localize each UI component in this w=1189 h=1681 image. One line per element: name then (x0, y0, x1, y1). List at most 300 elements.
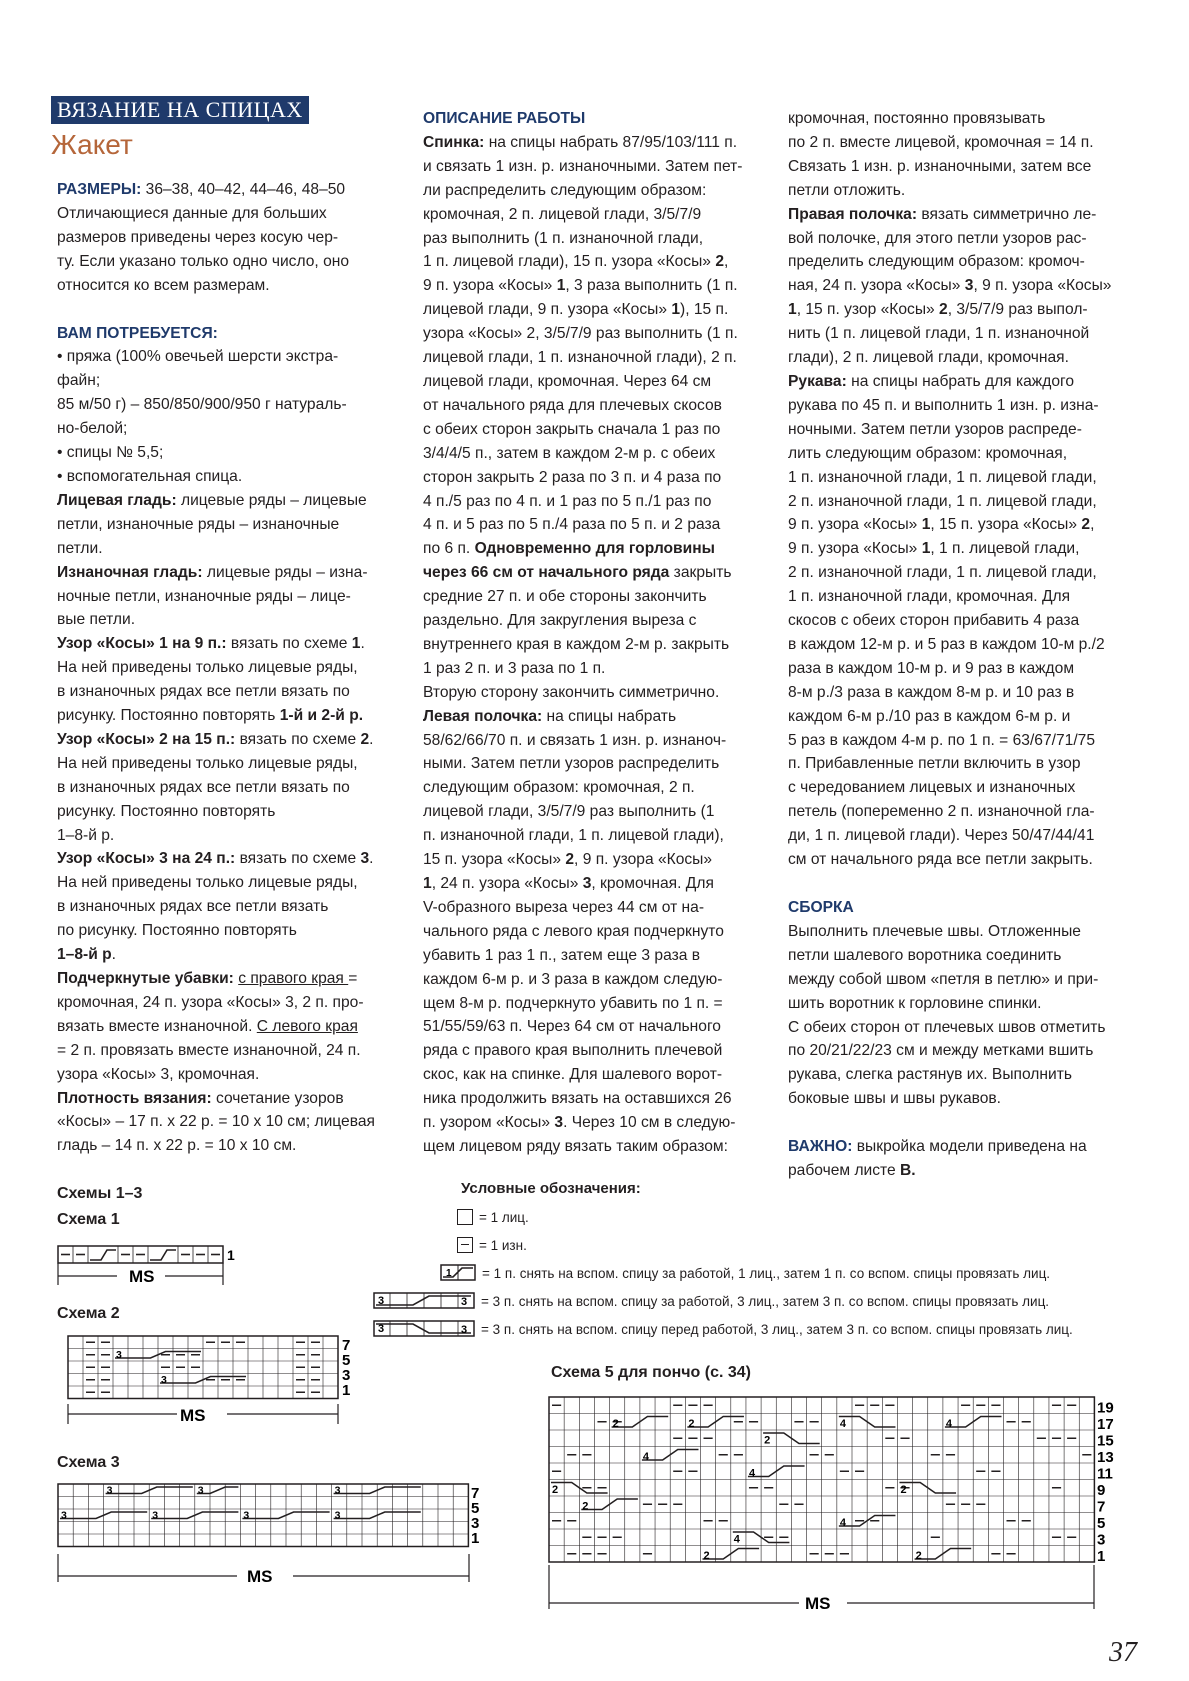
col2-line (423, 1015, 768, 1039)
col2-line (423, 442, 768, 466)
text-run: вязать по схеме (226, 635, 352, 653)
scheme3-row-7: 7 (471, 1485, 480, 1502)
col1-line (57, 871, 390, 895)
col1-line (57, 465, 390, 489)
col3-line (788, 561, 1133, 585)
text-run: ряда с правого края выполнить плечевой (423, 1042, 723, 1060)
text-run: РАЗМЕРЫ: (57, 181, 142, 198)
text-run: На ней приведены только лицевые ряды, (57, 874, 358, 892)
col1-line (57, 680, 390, 704)
purl-symbol (457, 1237, 473, 1253)
cable-count: 2 (764, 1434, 771, 1447)
col2-line (423, 179, 768, 203)
col1-line (57, 489, 390, 513)
col2-line (423, 298, 768, 322)
cable-count: 4 (839, 1418, 846, 1430)
col3-line (788, 633, 1133, 657)
col2-line (423, 920, 768, 944)
text-run: 85 м/50 г) – 850/850/900/950 г натураль- (57, 396, 347, 414)
col2-line (423, 824, 768, 848)
col2-line (423, 1087, 768, 1111)
text-run: по 20/21/22/23 см и между метками вшить (788, 1042, 1094, 1060)
col3-line (788, 107, 1133, 131)
col3-line (788, 1063, 1133, 1087)
text-run: боковые швы и швы рукавов. (788, 1090, 1002, 1108)
scheme2-chart (57, 1334, 357, 1444)
text-run: Лицевая гладь: (57, 491, 177, 509)
text-run: 1 п. лицевой глади), 15 п. узора «Косы» (423, 253, 716, 271)
text-run: 9 п. узора «Косы» (788, 516, 922, 534)
cable-count: 3 (106, 1484, 113, 1497)
cable-count: 3 (334, 1509, 341, 1522)
svg-text:1: 1 (446, 1268, 452, 1279)
cable3-front-symbol (373, 1320, 475, 1338)
text-run: ника продолжить вязать на оставшихся 26 (423, 1090, 732, 1108)
col3-line (788, 298, 1133, 322)
text-run: п. Прибавленные петли включить в узор (788, 755, 1081, 773)
col1-line (57, 776, 390, 800)
text-run: Правая полочка: (788, 205, 918, 223)
text-run: 2 п. изнаночной глади, 1 п. лицевой глади, (788, 492, 1097, 510)
text-run: лицевой глади, 9 п. узора «Косы» (423, 301, 672, 319)
scheme5-row-number: 19 (1097, 1399, 1114, 1417)
col1-line (57, 274, 390, 298)
col3-line (788, 944, 1133, 968)
text-run: С обеих сторон от плечевых швов отметить (788, 1018, 1106, 1036)
text-run: лицевой глади, кромочная. Через 64 см (423, 372, 712, 390)
col3-line (788, 466, 1133, 490)
scheme5-row-number: 11 (1097, 1465, 1113, 1483)
col1-line (57, 178, 390, 202)
col2-line (423, 203, 768, 227)
cable-count: 3 (243, 1509, 250, 1522)
svg-text:3: 3 (461, 1324, 468, 1336)
col2-line (423, 250, 768, 274)
text-run: , 9 п. узора «Косы» (973, 277, 1112, 295)
schemes-title: Схемы 1–3 (57, 1185, 143, 1202)
col1-line (57, 608, 390, 632)
col2-line (423, 394, 768, 418)
text-run: чального ряда с левого края подчеркнуто (423, 922, 724, 940)
text-run: Узор «Косы» 3 на 24 п.: (57, 850, 236, 868)
scheme5-row-number: 3 (1097, 1531, 1106, 1549)
text-run: , 9 п. узора «Косы» (574, 851, 713, 869)
col2-line (423, 418, 768, 442)
scheme1-row-number: 1 (227, 1247, 235, 1263)
col1-line (57, 202, 390, 226)
col1-line (57, 585, 390, 609)
text-run: петли, изнаночные ряды – изнаночные (57, 515, 340, 533)
col2-line (423, 657, 768, 681)
scheme5-row-number: 7 (1097, 1498, 1106, 1516)
col2-line (423, 537, 768, 561)
text-run: лицевые ряды – изна- (202, 563, 368, 581)
col1-line (57, 919, 390, 943)
text-run: , 3/5/7/9 раз выпол- (947, 301, 1088, 319)
text-run: Одновременно для горловины (474, 540, 715, 558)
text-run: щем лицевом ряду вязать таким образом: (423, 1137, 728, 1155)
cable-count: 4 (839, 1517, 846, 1529)
col1-line (57, 1063, 390, 1087)
text-run: Изнаночная гладь: (57, 563, 203, 581)
cable-count: 2 (582, 1500, 589, 1513)
text-run: 15 п. узора «Косы» (423, 851, 566, 869)
text-run: На ней приведены только лицевые ряды, (57, 659, 358, 677)
text-run: 9 п. узора «Косы» (788, 540, 922, 558)
col1-line (57, 752, 390, 776)
text-run: вязать симметрично ле- (917, 205, 1097, 223)
text-run: 1-й и 2-й р. (279, 707, 364, 725)
text-run: 2 (1081, 516, 1091, 534)
text-run: петли. (57, 539, 103, 557)
col1-line (57, 226, 390, 250)
col3-line (788, 848, 1133, 872)
col2-line (423, 944, 768, 968)
col3-line (788, 1039, 1133, 1063)
text-run: ночными. Затем петли узоров распреде- (788, 420, 1082, 438)
legend-cable1 (440, 1264, 1050, 1282)
text-run: 4 п. и 5 раз по 5 п./4 раза по 5 п. и 2 раза (423, 516, 721, 534)
text-run: 2 (715, 253, 724, 271)
cable-count: 2 (900, 1484, 907, 1496)
text-run: файн; (57, 372, 101, 390)
col1-line (57, 632, 390, 656)
scheme5-row-number: 5 (1097, 1515, 1106, 1532)
col1-line (57, 345, 390, 369)
col3-line (788, 155, 1133, 179)
cable-count: 4 (748, 1467, 756, 1480)
col1-line (57, 393, 390, 417)
text-run: размеров приведены через косую чер- (57, 228, 339, 246)
scheme5-row-number: 9 (1097, 1482, 1106, 1499)
scheme5-label: Схема 5 для пончо (с. 34) (551, 1364, 752, 1381)
text-run: раза в каждом 10-м р. и 9 раз в каждом (788, 659, 1075, 677)
text-run: выкройка модели приведена на (852, 1138, 1087, 1156)
text-run: Спинка: (423, 133, 485, 151)
text-run: 2 п. изнаночной глади, 1 п. лицевой глади, (788, 564, 1097, 582)
text-run: кромочная, 24 п. узора «Косы» 3, 2 п. про- (57, 993, 364, 1011)
text-run: , кромочная. Для (591, 875, 714, 892)
scheme1-ms: MS (129, 1267, 155, 1286)
scheme2-ms: MS (180, 1406, 206, 1425)
text-run: с правого края (238, 970, 349, 987)
text-run: п. изнаночной глади, 1 п. лицевой глади), (423, 827, 724, 845)
text-run: рисунку. Постоянно повторять (57, 802, 276, 820)
col3-line (788, 800, 1133, 824)
col3-line (788, 274, 1133, 298)
svg-text:3: 3 (378, 1323, 385, 1335)
text-run: 36–38, 40–42, 44–46, 48–50 (141, 181, 346, 198)
text-run: 2 (939, 301, 948, 319)
text-run: 1 (921, 540, 931, 558)
col1-line (57, 943, 390, 967)
col1-line (57, 824, 390, 848)
text-run: по 6 п. (423, 540, 475, 558)
col1-line (57, 1110, 390, 1134)
col2-line (423, 705, 768, 729)
col2-line (423, 466, 768, 490)
text-run: . (360, 635, 365, 653)
text-run: • спицы № 5,5; (57, 444, 164, 462)
text-run: рукава по 45 п. и выполнить 1 изн. р. изна- (788, 396, 1099, 414)
legend-cable3-front-text: = 3 п. снять на вспом. спицу перед работой, 3 лиц., затем 3 п. со вспом. спицы провязать лиц. (481, 1321, 1073, 1337)
text-run: с обеих сторон закрыть сначала 1 раз по (423, 420, 721, 438)
col2-line (423, 681, 768, 705)
text-run: каждом 6-м р./10 раз в каждом 6-м р. и (788, 707, 1071, 725)
text-run: на спицы набрать для каждого (846, 372, 1075, 390)
text-run: вой полочке, для этого петли узоров рас- (788, 229, 1087, 247)
text-run: ВАЖНО: (788, 1138, 853, 1156)
cable-count: 3 (116, 1349, 122, 1361)
col3-line (788, 322, 1133, 346)
scheme3-label: Схема 3 (57, 1454, 120, 1471)
text-run: . (111, 946, 116, 964)
text-run: в изнаночных рядах все петли вязать (57, 898, 329, 916)
text-run: Связать 1 изн. р. изнаночными, затем все (788, 157, 1092, 175)
text-run: п. узором «Косы» (423, 1114, 555, 1132)
text-run: лицевой глади, 3/5/7/9 раз выполнить (1 (423, 803, 715, 821)
scheme3-chart (57, 1482, 497, 1602)
text-run: сторон закрыть 2 раза по 3 п. и 4 раза по (423, 468, 722, 486)
cable-count: 2 (612, 1418, 619, 1430)
cable-count: 3 (152, 1509, 159, 1522)
col3-line (788, 1135, 1133, 1159)
text-run: глади), 2 п. лицевой глади, кромочная. (788, 349, 1069, 367)
text-run: 1–8-й р. (57, 826, 115, 844)
col1-line (57, 1134, 390, 1158)
text-run: , 15 п. узора «Косы» (930, 516, 1082, 534)
column-right (788, 107, 1133, 1183)
text-run: раздельно. Для закругления выреза с (423, 612, 697, 630)
col3-line (788, 346, 1133, 370)
col3-line (788, 442, 1133, 466)
col3-line (788, 776, 1133, 800)
col2-line (423, 346, 768, 370)
legend-cable3-front (373, 1320, 1073, 1338)
text-run: петель (попеременно 2 п. изнаночной гла- (788, 803, 1095, 821)
col3-line (788, 920, 1133, 944)
text-run: 3 (360, 850, 370, 868)
text-run: на спицы набрать (542, 707, 677, 725)
col2-line (423, 776, 768, 800)
col2-line (423, 1039, 768, 1063)
col2-line (423, 107, 768, 131)
text-run: На ней приведены только лицевые ряды, (57, 754, 358, 772)
scheme2-row-3: 3 (342, 1367, 351, 1384)
text-run: по рисунку. Постоянно повторять (57, 922, 297, 940)
col3-line (788, 1111, 1133, 1135)
cable1-symbol (440, 1264, 476, 1282)
text-run: в изнаночных рядах все петли вязать по (57, 778, 350, 796)
cable3-back-symbol (373, 1292, 475, 1310)
text-run: Подчеркнутые убавки: (57, 970, 234, 987)
text-run: пределить следующим образом: кромоч- (788, 253, 1085, 271)
col1-line (57, 967, 390, 991)
text-run: ли распределить следующим образом: (423, 181, 707, 199)
text-run: Плотность вязания: (57, 1089, 212, 1107)
col2-line (423, 1135, 768, 1159)
col1-line (57, 1015, 390, 1039)
col2-line (423, 872, 768, 896)
legend-cable3-back (373, 1292, 1049, 1310)
text-run: , (724, 253, 729, 271)
text-run: = (348, 970, 358, 987)
text-run: 5 раз в каждом 4-м р. по 1 п. = 63/67/71/75 (788, 731, 1096, 749)
col1-line (57, 441, 390, 465)
cable-count: 2 (915, 1550, 922, 1562)
text-run: с чередованием лицевых и изнаночных (788, 779, 1076, 797)
col3-line (788, 131, 1133, 155)
legend-purl (457, 1237, 527, 1253)
cable-count: 3 (161, 1374, 167, 1386)
text-run: убавить 1 раз 1 п., затем еще 3 раза в (423, 946, 701, 964)
col2-line (423, 561, 768, 585)
col2-line (423, 992, 768, 1016)
text-run: ), 15 п. (680, 301, 729, 319)
text-run: ОПИСАНИЕ РАБОТЫ (423, 110, 586, 127)
scheme3-ms: MS (247, 1567, 273, 1586)
col1-line (57, 704, 390, 728)
text-run: Узор «Косы» 1 на 9 п.: (57, 635, 227, 653)
col2-line (423, 585, 768, 609)
text-run: «Косы» – 17 п. х 22 р. = 10 х 10 см; лицевая (57, 1113, 375, 1131)
cable-count: 2 (688, 1418, 695, 1430)
text-run: петли шалевого воротника соединить (788, 946, 1062, 964)
text-run: вязать вместе изнаночной. (57, 1017, 257, 1035)
col1-line (57, 298, 390, 322)
text-run: • вспомогательная спица. (57, 467, 243, 485)
knit-symbol (457, 1209, 473, 1225)
col1-line (57, 417, 390, 441)
col2-line (423, 274, 768, 298)
text-run: Левая полочка: (423, 707, 543, 725)
col3-line (788, 1159, 1133, 1183)
text-run: через 66 см от начального ряда (423, 564, 670, 582)
text-run: 8-м р./3 раза в каждом 8-м р. и 10 раз в (788, 683, 1075, 701)
column-middle (423, 107, 768, 1159)
text-run: сочетание узоров (211, 1089, 344, 1107)
col3-line (788, 968, 1133, 992)
col1-line (57, 513, 390, 537)
text-run: средние 27 п. и обе стороны закончить (423, 588, 707, 606)
text-run: относится ко всем размерам. (57, 276, 270, 294)
col3-line (788, 752, 1133, 776)
col3-line (788, 609, 1133, 633)
text-run: ВАМ ПОТРЕБУЕТСЯ: (57, 324, 218, 342)
text-run: лицевые ряды – лицевые (176, 491, 367, 509)
text-run: скос, как на спинке. Для шалевого ворот- (423, 1066, 723, 1084)
text-run: 1 (671, 301, 681, 319)
col2-line (423, 1063, 768, 1087)
cable-count: 3 (61, 1509, 67, 1522)
text-run: вязать по схеме (235, 850, 361, 868)
text-run: лицевой глади, 1 п. изнаночной глади), 2 п. (423, 349, 737, 367)
col3-line (788, 705, 1133, 729)
text-run: 4 п./5 раз по 4 п. и 1 раз по 5 п./1 раз по (423, 492, 712, 510)
text-run: 1 (788, 301, 797, 319)
text-run: , 1 п. лицевой глади, (930, 540, 1080, 558)
legend-cable3-back-text: = 3 п. снять на вспом. спицу за работой, 3 лиц., затем 3 п. со вспом. спицы провязать лиц. (481, 1293, 1050, 1309)
col1-line (57, 728, 390, 752)
text-run: 3 (554, 1114, 564, 1132)
text-run: петли отложить. (788, 181, 906, 199)
text-run: по 2 п. вместе лицевой, кромочная = 14 п. (788, 133, 1094, 151)
scheme3-row-3: 3 (471, 1515, 480, 1532)
text-run: гладь – 14 п. х 22 р. = 10 х 10 см. (57, 1137, 297, 1155)
text-run: от начального ряда для плечевых скосов (423, 396, 722, 414)
text-run: • пряжа (100% овечьей шерсти экстра- (57, 348, 339, 366)
scheme1-chart (57, 1245, 237, 1303)
col1-line (57, 561, 390, 585)
text-run: 9 п. узора «Косы» (423, 277, 557, 295)
text-run: V-образного выреза через 44 см от на- (423, 898, 705, 916)
text-run: ная, 24 п. узора «Косы» (788, 277, 965, 295)
col3-line (788, 992, 1133, 1016)
text-run: . (369, 730, 374, 748)
cable-count: 3 (197, 1484, 204, 1497)
scheme5-row-number: 1 (1097, 1548, 1106, 1565)
col3-line (788, 490, 1133, 514)
scheme5-row-number: 15 (1097, 1432, 1114, 1450)
col3-line (788, 418, 1133, 442)
cable-count: 4 (945, 1418, 953, 1430)
text-run: 51/55/59/63 п. Через 64 см от начального (423, 1018, 721, 1036)
scheme1-label: Схема 1 (57, 1211, 120, 1228)
col3-line (788, 1016, 1133, 1040)
col3-line (788, 824, 1133, 848)
text-run: Отличающиеся данные для больших (57, 204, 327, 222)
col3-line (788, 585, 1133, 609)
text-run: закрыть (669, 564, 732, 582)
text-run: ту. Если указано только одно число, оно (57, 252, 350, 270)
text-run: кромочная, 2 п. лицевой глади, 3/5/7/9 (423, 205, 702, 223)
text-run: Выполнить плечевые швы. Отложенные (788, 922, 1081, 940)
cable-count: 3 (334, 1484, 341, 1497)
text-run: 1 (921, 516, 931, 534)
col1-line (57, 250, 390, 274)
text-run: шить воротник к горловине спинки. (788, 994, 1042, 1012)
col1-line (57, 895, 390, 919)
text-run: 3 (964, 277, 974, 295)
column-left (57, 178, 390, 1158)
col1-line (57, 1087, 390, 1111)
page-title: Жакет (51, 129, 133, 160)
text-run: кромочная, постоянно провязывать (788, 110, 1046, 127)
svg-text:3: 3 (378, 1295, 385, 1307)
text-run: вые петли. (57, 611, 136, 629)
col3-line (788, 537, 1133, 561)
col1-line (57, 369, 390, 393)
text-run: ными. Затем петли узоров распределить (423, 755, 720, 773)
text-run: следующим образом: кромочная, 2 п. (423, 779, 695, 797)
text-run: ночные петли, изнаночные ряды – лице- (57, 587, 351, 605)
col3-line (788, 896, 1133, 920)
col1-line (57, 537, 390, 561)
text-run: рабочем листе (788, 1162, 901, 1180)
legend-knit-text: = 1 лиц. (479, 1209, 529, 1225)
text-run: ди, 1 п. лицевой глади). Через 50/47/44/41 (788, 827, 1095, 845)
text-run: В. (900, 1162, 916, 1180)
text-run: рукава, слегка растянув их. Выполнить (788, 1066, 1072, 1084)
col1-line (57, 800, 390, 824)
text-run: СБОРКА (788, 899, 854, 916)
col3-line (788, 872, 1133, 896)
col3-line (788, 657, 1133, 681)
text-run: в каждом 12-м р. и 5 раз в каждом 10-м р./2 (788, 635, 1105, 653)
text-run: внутреннего края в каждом 2-м р. закрыть (423, 635, 730, 653)
text-run: Рукава: (788, 372, 847, 390)
text-run: щем 8-м р. подчеркнуто убавить по 1 п. = (423, 994, 723, 1012)
